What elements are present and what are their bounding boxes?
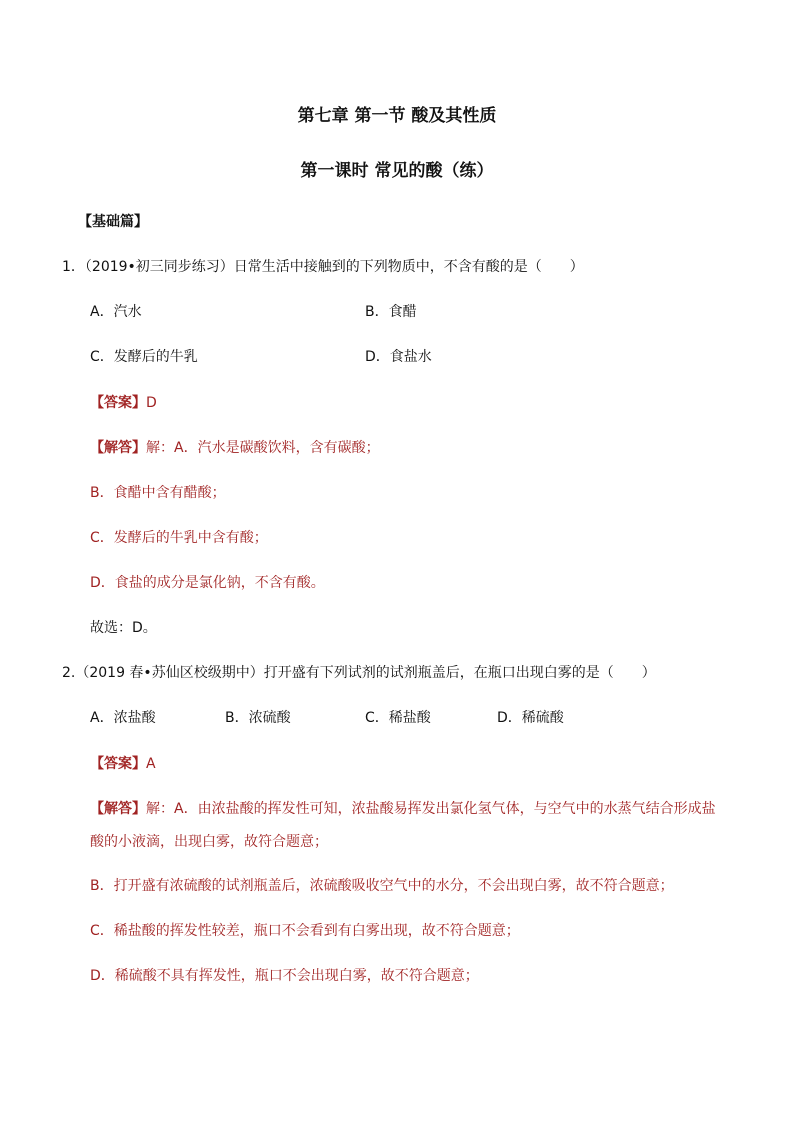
q2-stem: 2.（2019 春•苏仙区校级期中）打开盛有下列试剂的试剂瓶盖后，在瓶口出现白雾的是（ ） — [62, 665, 656, 681]
q1-analysis-line-2: B．食醋中含有醋酸； — [90, 485, 226, 501]
q2-analysis-line-1a: 解：A．由浓盐酸的挥发性可知，浓盐酸易挥发出氯化氢气体，与空气中的水蒸气结合形成盐 — [146, 801, 716, 817]
q2-analysis-line-2: B．打开盛有浓硫酸的试剂瓶盖后，浓硫酸吸收空气中的水分，不会出现白雾，故不符合题意； — [90, 878, 674, 894]
q1-answer-value: D — [146, 395, 157, 411]
q2-answer-value: A — [146, 756, 156, 772]
q1-stem: 1．（2019•初三同步练习）日常生活中接触到的下列物质中，不含有酸的是（ ） — [62, 259, 584, 275]
q1-conclusion: 故选：D。 — [90, 620, 157, 636]
q1-option-a: A．汽水 — [90, 304, 142, 320]
q2-option-b: B．浓硫酸 — [225, 710, 291, 726]
q1-option-b: B．食醋 — [365, 304, 417, 320]
q1-option-c: C．发酵后的牛乳 — [90, 349, 198, 365]
q2-option-a: A．浓盐酸 — [90, 710, 156, 726]
q2-answer-label: 【答案】 — [90, 756, 146, 772]
q2-analysis-line-4: D．稀硫酸不具有挥发性，瓶口不会出现白雾，故不符合题意； — [90, 968, 479, 984]
q1-analysis-label: 【解答】 — [90, 440, 146, 456]
q1-analysis — [90, 438, 380, 458]
q2-analysis-line-1b: 酸的小液滴，出现白雾，故符合题意； — [90, 834, 328, 850]
q2-analysis — [90, 799, 716, 819]
q1-answer-label: 【答案】 — [90, 395, 146, 411]
q1-analysis-line-3: C．发酵后的牛乳中含有酸； — [90, 530, 268, 546]
document-subtitle: 第一课时 常见的酸（练） — [300, 161, 494, 181]
q2-analysis-line-3: C．稀盐酸的挥发性较差，瓶口不会看到有白雾出现，故不符合题意； — [90, 923, 520, 939]
section-heading: 【基础篇】 — [78, 214, 148, 230]
q1-analysis-line-4: D．食盐的成分是氯化钠，不含有酸。 — [90, 575, 325, 591]
q2-option-c: C．稀盐酸 — [365, 710, 431, 726]
q1-analysis-line-1: 解：A．汽水是碳酸饮料，含有碳酸； — [146, 440, 380, 456]
q1-option-d: D．食盐水 — [365, 349, 432, 365]
q2-analysis-label: 【解答】 — [90, 801, 146, 817]
q1-answer — [90, 393, 157, 413]
document-title: 第七章 第一节 酸及其性质 — [297, 106, 497, 126]
q2-option-d: D．稀硫酸 — [497, 710, 564, 726]
q2-answer — [90, 754, 156, 774]
